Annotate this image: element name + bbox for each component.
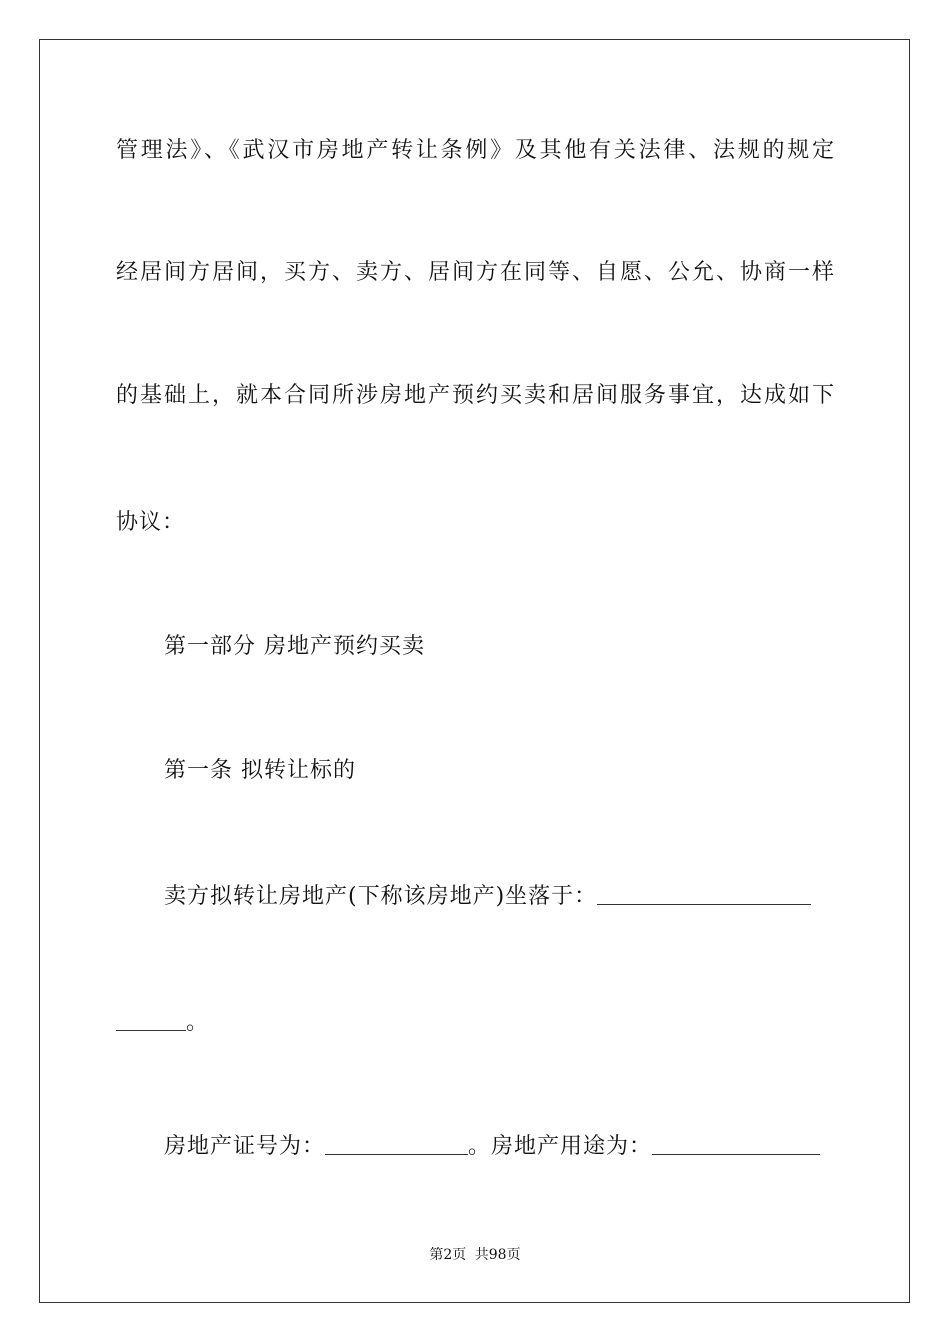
paragraph-line-4: 协议： [116, 510, 186, 535]
page-border [39, 39, 910, 1303]
location-blank-continued [116, 1010, 186, 1031]
paragraph-line-3: 的基础上，就本合同所涉房地产预约买卖和居间服务事宜，达成如下 [116, 383, 834, 408]
usage-blank [652, 1134, 820, 1155]
page-footer [0, 1245, 950, 1265]
article-heading: 第一条 拟转让标的 [164, 758, 356, 783]
page-total: 共98页 [474, 1247, 521, 1263]
location-end-punct: 。 [186, 1010, 210, 1035]
location-line-continued [116, 1008, 209, 1038]
certificate-line [164, 1132, 820, 1162]
usage-label: 。房地产用途为： [468, 1134, 653, 1159]
location-line [164, 882, 811, 912]
section-heading: 第一部分 房地产预约买卖 [164, 634, 425, 659]
certificate-label: 房地产证号为： [164, 1134, 326, 1159]
location-label: 卖方拟转让房地产(下称该房地产)坐落于： [164, 884, 598, 909]
certificate-blank [325, 1134, 468, 1155]
page-number: 第2页 [429, 1247, 467, 1263]
paragraph-line-1: 管理法》、《武汉市房地产转让条例》及其他有关法律、法规的规定 [116, 138, 834, 163]
location-blank [597, 884, 811, 905]
paragraph-line-2: 经居间方居间，买方、卖方、居间方在同等、自愿、公允、协商一样 [116, 260, 834, 285]
